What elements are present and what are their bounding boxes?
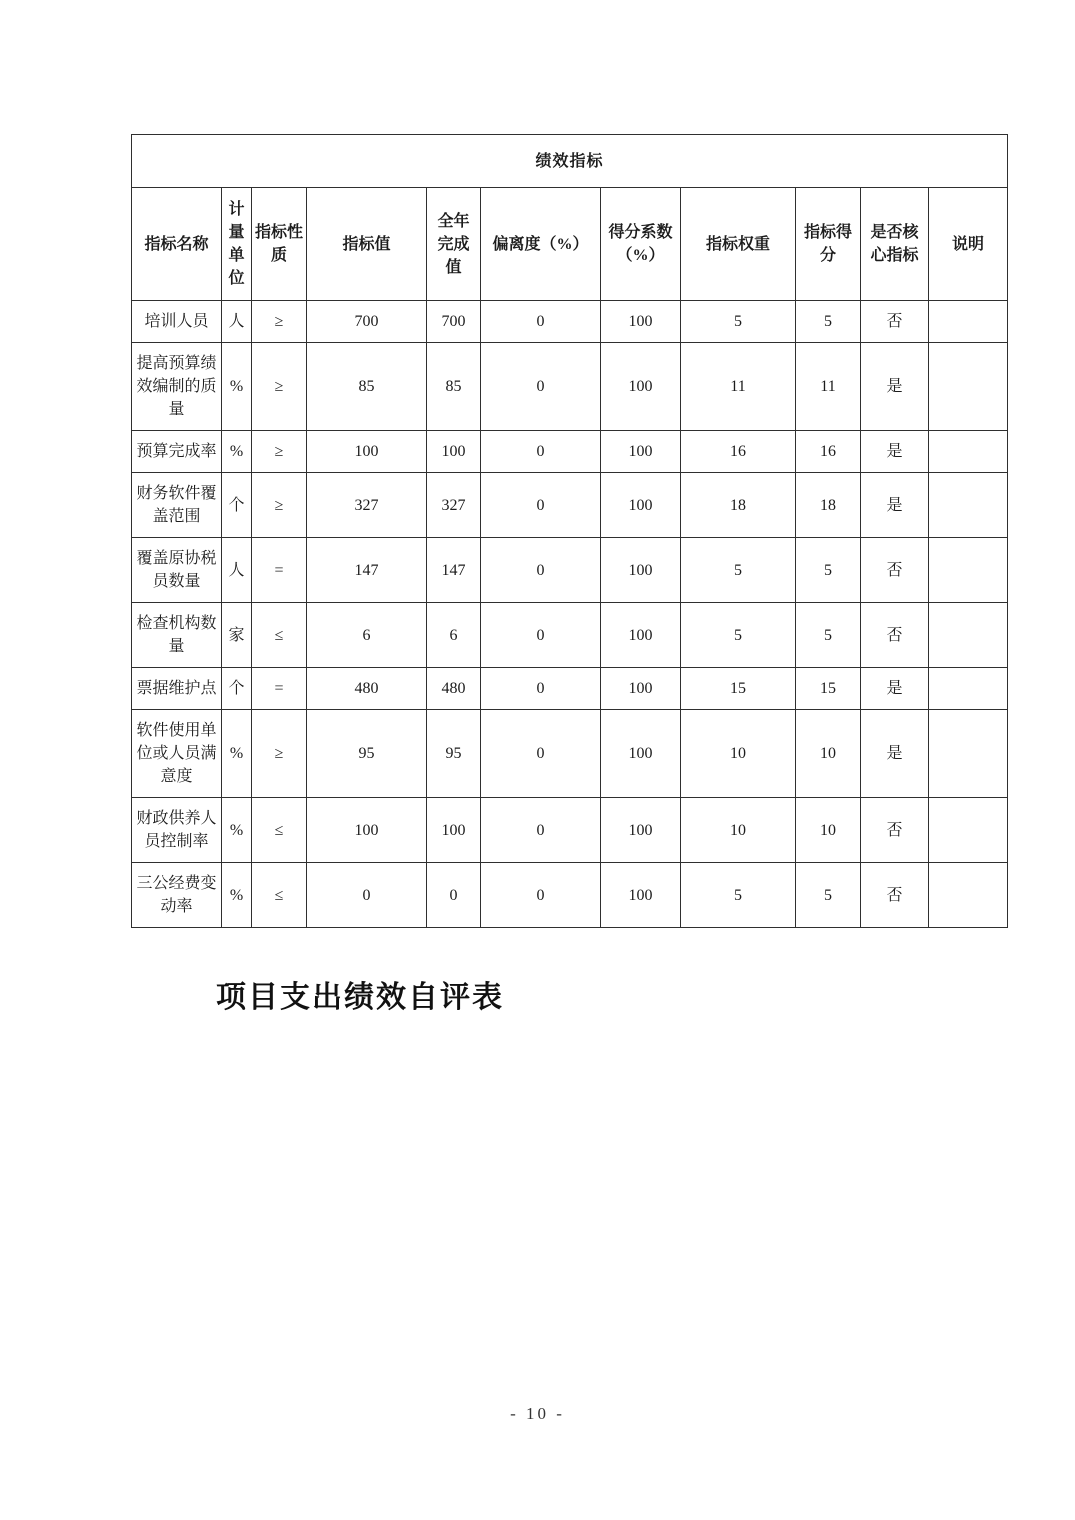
table-cell: 11 xyxy=(681,343,796,431)
table-body xyxy=(132,301,1008,928)
table-cell: 是 xyxy=(861,668,929,710)
table-cell: 是 xyxy=(861,431,929,473)
table-cell: 100 xyxy=(601,301,681,343)
table-title: 绩效指标 xyxy=(132,135,1008,188)
table-cell: 327 xyxy=(427,473,481,538)
table-cell: % xyxy=(222,343,252,431)
table-cell: 提高预算绩效编制的质量 xyxy=(132,343,222,431)
table-cell: 5 xyxy=(681,301,796,343)
table-cell: 10 xyxy=(796,798,861,863)
table-cell: 700 xyxy=(307,301,427,343)
table-cell: 是 xyxy=(861,473,929,538)
col-header-score-coefficient: 得分系数（%） xyxy=(601,188,681,301)
table-cell: 是 xyxy=(861,343,929,431)
col-header-deviation: 偏离度（%） xyxy=(481,188,601,301)
table-cell: 95 xyxy=(307,710,427,798)
table-cell: 100 xyxy=(601,538,681,603)
performance-indicator-table xyxy=(131,134,1008,928)
table-cell: 15 xyxy=(796,668,861,710)
table-cell: 85 xyxy=(307,343,427,431)
table-cell: ≤ xyxy=(252,798,307,863)
table-cell: ≤ xyxy=(252,603,307,668)
table-cell: 0 xyxy=(427,863,481,928)
table-cell: 否 xyxy=(861,798,929,863)
table-cell xyxy=(929,538,1008,603)
table-cell: ≤ xyxy=(252,863,307,928)
col-header-nature: 指标性质 xyxy=(252,188,307,301)
table-cell xyxy=(929,473,1008,538)
table-cell: % xyxy=(222,863,252,928)
table-cell: 0 xyxy=(307,863,427,928)
table-cell: 0 xyxy=(481,538,601,603)
table-cell: 10 xyxy=(796,710,861,798)
table-row xyxy=(132,473,1008,538)
table-cell: 5 xyxy=(681,603,796,668)
table-cell: ≥ xyxy=(252,473,307,538)
table-cell: 个 xyxy=(222,668,252,710)
table-cell: 18 xyxy=(681,473,796,538)
table-cell xyxy=(929,343,1008,431)
table-row xyxy=(132,710,1008,798)
table-cell: 检查机构数量 xyxy=(132,603,222,668)
table-cell: ≥ xyxy=(252,710,307,798)
table-cell: 否 xyxy=(861,863,929,928)
table-cell xyxy=(929,301,1008,343)
table-cell: = xyxy=(252,538,307,603)
table-cell xyxy=(929,798,1008,863)
table-cell: 是 xyxy=(861,710,929,798)
table-row xyxy=(132,668,1008,710)
table-cell: 16 xyxy=(681,431,796,473)
table-cell: 人 xyxy=(222,538,252,603)
table-cell: 三公经费变动率 xyxy=(132,863,222,928)
col-header-annual-completion: 全年完成值 xyxy=(427,188,481,301)
table-row xyxy=(132,798,1008,863)
table-header-row xyxy=(132,188,1008,301)
table-cell: 100 xyxy=(307,431,427,473)
table-row xyxy=(132,301,1008,343)
table-cell: 85 xyxy=(427,343,481,431)
table-cell: 5 xyxy=(681,538,796,603)
table-cell: 100 xyxy=(601,710,681,798)
table-cell: 个 xyxy=(222,473,252,538)
table-row xyxy=(132,863,1008,928)
table-cell: % xyxy=(222,798,252,863)
table-cell: 5 xyxy=(796,301,861,343)
table-cell: 10 xyxy=(681,798,796,863)
table-cell: % xyxy=(222,710,252,798)
table-cell: 5 xyxy=(796,603,861,668)
table-cell: 480 xyxy=(307,668,427,710)
table-cell: 100 xyxy=(427,798,481,863)
table-cell: 财政供养人员控制率 xyxy=(132,798,222,863)
table-cell: 预算完成率 xyxy=(132,431,222,473)
table-row xyxy=(132,603,1008,668)
table-cell: 6 xyxy=(307,603,427,668)
table-cell: 0 xyxy=(481,473,601,538)
table-cell: 否 xyxy=(861,603,929,668)
table-cell: 否 xyxy=(861,301,929,343)
table-cell: 100 xyxy=(601,603,681,668)
table-cell: 10 xyxy=(681,710,796,798)
table-cell: 0 xyxy=(481,798,601,863)
table-cell: 100 xyxy=(601,798,681,863)
table-cell: 15 xyxy=(681,668,796,710)
table-cell: 5 xyxy=(681,863,796,928)
table-cell: 5 xyxy=(796,538,861,603)
table-cell: 否 xyxy=(861,538,929,603)
table-cell xyxy=(929,431,1008,473)
table-cell: 100 xyxy=(601,431,681,473)
table-row xyxy=(132,538,1008,603)
page-number: - 10 - xyxy=(510,1404,565,1423)
table-cell: 100 xyxy=(601,863,681,928)
col-header-weight: 指标权重 xyxy=(681,188,796,301)
table-cell: = xyxy=(252,668,307,710)
table-cell: 覆盖原协税员数量 xyxy=(132,538,222,603)
table-row xyxy=(132,431,1008,473)
table-cell: 0 xyxy=(481,668,601,710)
table-cell: 100 xyxy=(307,798,427,863)
table-cell: 18 xyxy=(796,473,861,538)
table-cell: 100 xyxy=(427,431,481,473)
table-cell: 16 xyxy=(796,431,861,473)
col-header-core-indicator: 是否核心指标 xyxy=(861,188,929,301)
table-cell xyxy=(929,603,1008,668)
section-heading: 项目支出绩效自评表 xyxy=(216,981,504,1014)
table-row xyxy=(132,343,1008,431)
table-cell: 5 xyxy=(796,863,861,928)
table-cell: 700 xyxy=(427,301,481,343)
table-cell: 人 xyxy=(222,301,252,343)
table-cell: 147 xyxy=(427,538,481,603)
table-cell: 11 xyxy=(796,343,861,431)
table-cell: 100 xyxy=(601,343,681,431)
table-cell: 财务软件覆盖范围 xyxy=(132,473,222,538)
table-cell: 0 xyxy=(481,431,601,473)
col-header-indicator-name: 指标名称 xyxy=(132,188,222,301)
table-cell: 0 xyxy=(481,343,601,431)
table-cell: 100 xyxy=(601,473,681,538)
table-cell: 0 xyxy=(481,603,601,668)
table-cell xyxy=(929,863,1008,928)
table-cell: 票据维护点 xyxy=(132,668,222,710)
col-header-score: 指标得分 xyxy=(796,188,861,301)
table-title-row xyxy=(132,135,1008,188)
table-cell: ≥ xyxy=(252,301,307,343)
col-header-target-value: 指标值 xyxy=(307,188,427,301)
table-cell: % xyxy=(222,431,252,473)
table-cell: 147 xyxy=(307,538,427,603)
table-cell: 95 xyxy=(427,710,481,798)
table-cell xyxy=(929,668,1008,710)
table-cell: 软件使用单位或人员满意度 xyxy=(132,710,222,798)
col-header-unit: 计量单位 xyxy=(222,188,252,301)
table-cell: 0 xyxy=(481,863,601,928)
table-cell: 0 xyxy=(481,301,601,343)
table-cell: 0 xyxy=(481,710,601,798)
table-cell: 327 xyxy=(307,473,427,538)
table-cell: 6 xyxy=(427,603,481,668)
col-header-remarks: 说明 xyxy=(929,188,1008,301)
table-cell: 家 xyxy=(222,603,252,668)
table-cell: 培训人员 xyxy=(132,301,222,343)
table-cell xyxy=(929,710,1008,798)
table-cell: 100 xyxy=(601,668,681,710)
table-cell: 480 xyxy=(427,668,481,710)
table-cell: ≥ xyxy=(252,431,307,473)
table-cell: ≥ xyxy=(252,343,307,431)
